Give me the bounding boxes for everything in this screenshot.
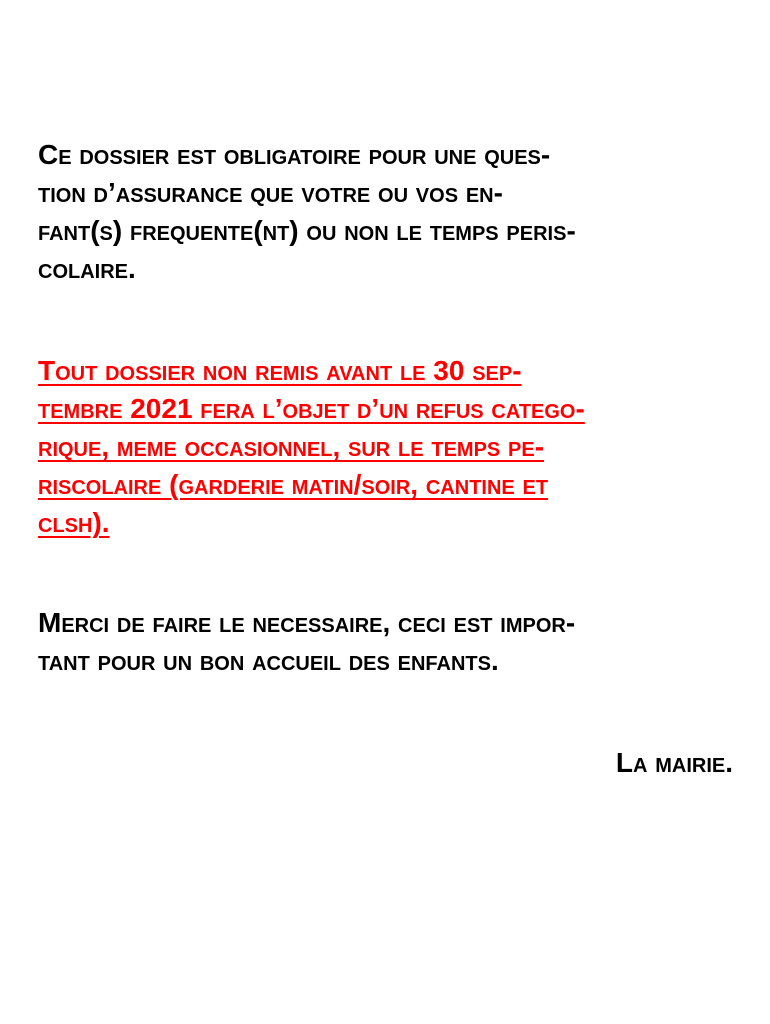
insurance-requirement-paragraph: Ce dossier est obligatoire pour une ques- tion d’assurance que votre ou vos en- fant(s) frequente(nt) ou non le temps peris- colaire.	[38, 139, 576, 284]
signature: La mairie.	[615, 747, 733, 778]
deadline-warning-paragraph: Tout dossier non remis avant le 30 sep- tembre 2021 fera l’objet d’un refus catego- rique, meme occasionnel, sur le temps pe- riscolaire (garderie matin/soir, cantine et clsh).	[38, 355, 585, 538]
thank-you-paragraph: Merci de faire le necessaire, ceci est impor- tant pour un bon accueil des enfants.	[38, 607, 576, 676]
